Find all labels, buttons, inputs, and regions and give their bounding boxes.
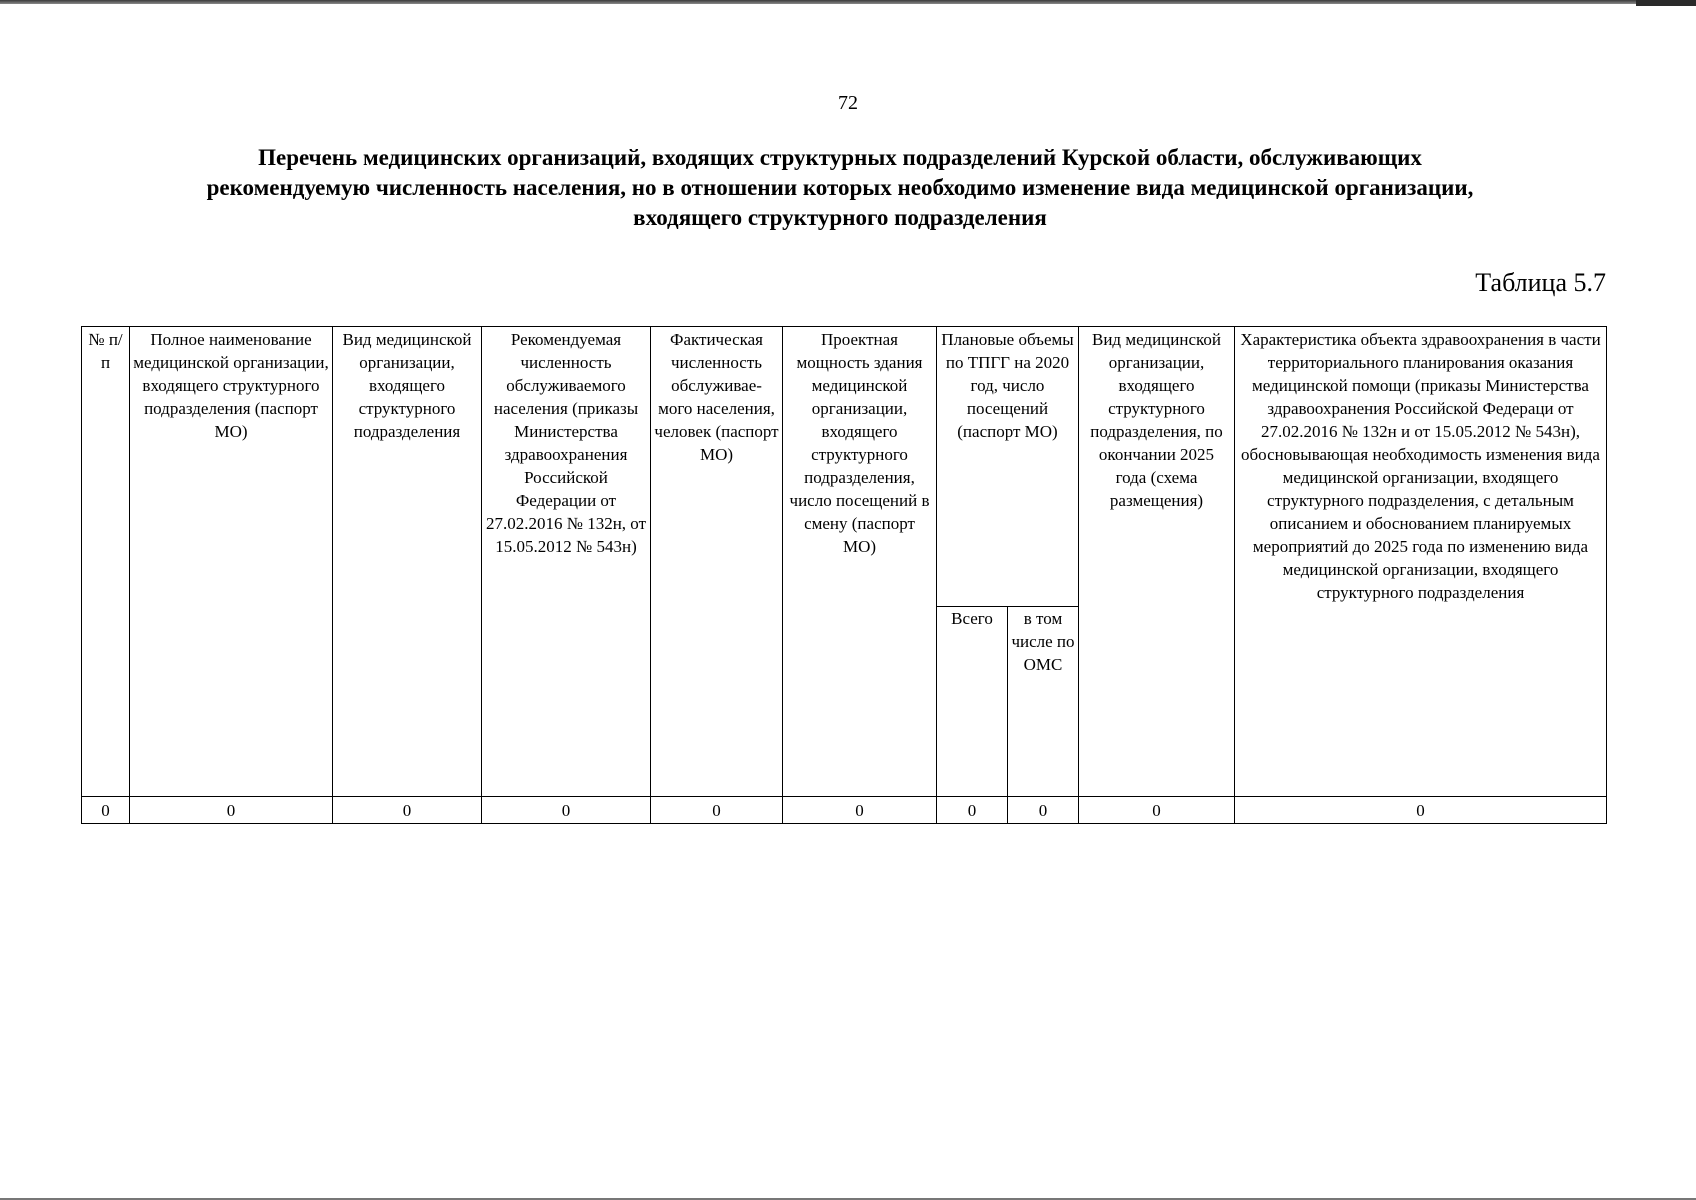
title-line-3: входящего структурного подразделения xyxy=(633,205,1047,230)
table-cell: 0 xyxy=(1235,797,1607,824)
title-line-2: рекомендуемую численность населения, но в отношении которых необходимо изменение вида медицинской организации, xyxy=(206,175,1474,200)
table-cell: 0 xyxy=(937,797,1008,824)
table-cell: 0 xyxy=(82,797,130,824)
table-cell: 0 xyxy=(482,797,651,824)
header-characteristic: Характеристика объекта здравоохранения в части территориального планирования оказания медицинской помощи (приказы Министерства здравоохранения Российской Федераци от 27.02.2016 № 132н и от 15.05.2012 № 543н), обосновывающая необходимость изменения вида медицинской организации, входящего структурного подразделения, с детальным описанием и обоснованием планируемых мероприятий до 2025 года по изменению вида медицинской организации, входящего структурного подразделения xyxy=(1235,327,1607,797)
header-planned-oms: в том числе по ОМС xyxy=(1008,607,1079,797)
header-design-capacity: Проектная мощность здания медицинской организации, входящего структурного подразделения, число посещений в смену (паспорт МО) xyxy=(783,327,937,797)
table-cell: 0 xyxy=(783,797,937,824)
organizations-table xyxy=(81,326,1607,824)
header-actual-population: Фактическая численность обслуживае-мого населения, человек (паспорт МО) xyxy=(651,327,783,797)
header-planned-total: Всего xyxy=(937,607,1008,797)
header-recommended-population: Рекомендуемая численность обслуживаемого населения (приказы Министерства здравоохранения Российской Федерации от 27.02.2016 № 132н, от 15.05.2012 № 543н) xyxy=(482,327,651,797)
table-cell: 0 xyxy=(333,797,482,824)
header-planned-volumes: Плановые объемы по ТПГГ на 2020 год, число посещений (паспорт МО) xyxy=(937,327,1079,607)
table-caption: Таблица 5.7 xyxy=(1475,268,1606,297)
header-kind-2025: Вид медицинской организации, входящего структурного подразделения, по окончании 2025 года (схема размещения) xyxy=(1079,327,1235,797)
page-number: 72 xyxy=(838,92,858,114)
table-cell: 0 xyxy=(1008,797,1079,824)
table-cell: 0 xyxy=(651,797,783,824)
title-line-1: Перечень медицинских организаций, входящих структурных подразделений Курской области, обслуживающих xyxy=(258,145,1422,170)
table-row xyxy=(82,797,1607,824)
header-full-name: Полное наименование медицинской организации, входящего структурного подразделения (паспорт МО) xyxy=(130,327,333,797)
table-cell: 0 xyxy=(130,797,333,824)
scan-edge-corner xyxy=(1636,0,1696,6)
document-title xyxy=(90,143,1590,233)
header-num: № п/п xyxy=(82,327,130,797)
scan-edge-top xyxy=(0,0,1696,4)
table-cell: 0 xyxy=(1079,797,1235,824)
header-kind: Вид медицинской организации, входящего структурного подразделения xyxy=(333,327,482,797)
